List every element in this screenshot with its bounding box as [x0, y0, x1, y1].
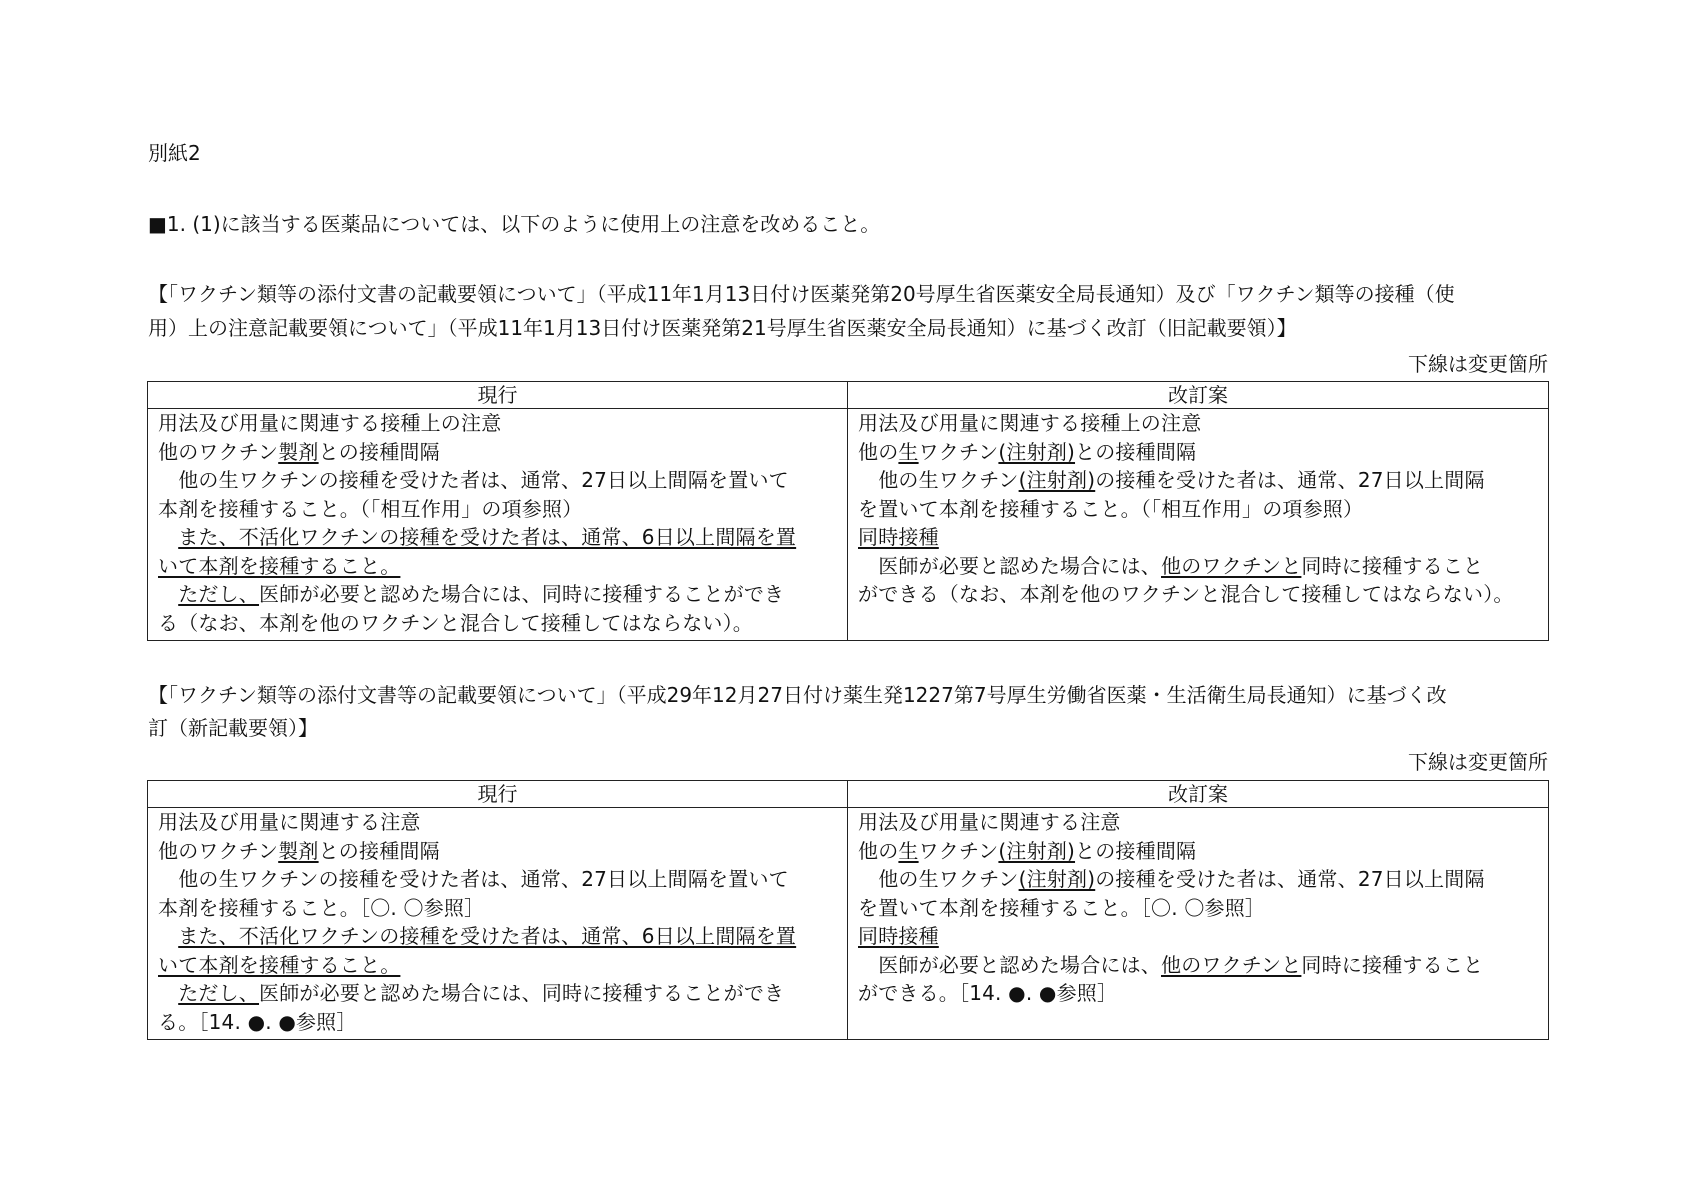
text-line: [858, 438, 1538, 467]
changed-text: また、不活化ワクチンの接種を受けた者は、通常、6日以上間隔を置: [178, 525, 797, 549]
changed-text: いて本剤を接種すること。: [158, 553, 401, 578]
table-header-row: [148, 781, 1549, 808]
current-text-cell: [148, 409, 848, 641]
text-line: [158, 922, 837, 951]
text-line: [158, 951, 837, 980]
text-run: を置いて本剤を接種すること。［〇. 〇参照］: [858, 895, 1266, 920]
text-run: 本剤を接種すること。［〇. 〇参照］: [158, 895, 485, 920]
column-header-revised: 改訂案: [848, 382, 1549, 409]
text-line: [158, 466, 837, 495]
text-line: [858, 409, 1538, 438]
text-run: [158, 924, 178, 948]
text-line: [158, 1008, 837, 1037]
text-run: を置いて本剤を接種すること。（「相互作用」の項参照）: [858, 496, 1364, 521]
text-line: [858, 922, 1538, 951]
text-line: [858, 580, 1538, 609]
text-run: との接種間隔: [318, 439, 440, 464]
changed-text: 他のワクチンと: [1161, 952, 1302, 977]
text-run: ワクチン: [918, 838, 999, 863]
changed-text: ただし、: [178, 981, 260, 1005]
text-run: 他の: [858, 838, 899, 863]
section2-heading-line1: 【「ワクチン類等の添付文書等の記載要領について」（平成29年12月27日付け薬生発1227第7号厚生労働省医薬・生活衛生局長通知）に基づく改: [148, 683, 1447, 707]
text-run: 他のワクチン: [158, 439, 279, 464]
changed-text: (注射剤): [998, 439, 1076, 464]
revised-text-block: [858, 808, 1538, 1008]
intro-text: ■1. (1)に該当する医薬品については、以下のように使用上の注意を改めること。: [148, 212, 881, 236]
section2-heading-line2: 訂（新記載要領）】: [148, 716, 318, 740]
changed-text: 製剤: [278, 838, 319, 863]
attachment-label: 別紙2: [148, 141, 201, 165]
section1-heading-line1: 【「ワクチン類等の添付文書の記載要領について」（平成11年1月13日付け医薬発第20号厚生省医薬安全局長通知）及び「ワクチン類等の接種（使: [148, 282, 1455, 306]
text-line: [158, 580, 837, 609]
text-line: [158, 438, 837, 467]
text-line: [158, 979, 837, 1008]
text-run: 用法及び用量に関連する接種上の注意: [858, 411, 1202, 435]
changed-text: いて本剤を接種すること。: [158, 952, 401, 977]
changed-text: 生: [898, 439, 919, 464]
column-header-revised: 改訂案: [848, 781, 1549, 808]
changed-text: 生: [898, 838, 919, 863]
text-line: [858, 808, 1538, 837]
table-header-row: [148, 382, 1549, 409]
text-run: 本剤を接種すること。（「相互作用」の項参照）: [158, 496, 583, 521]
text-line: [858, 495, 1538, 524]
section2-underline-note: 下線は変更箇所: [1408, 750, 1548, 774]
text-line: [858, 979, 1538, 1008]
text-run: [158, 981, 178, 1005]
text-run: 他の: [858, 439, 899, 464]
section1-heading-line2: 用）上の注意記載要領について」（平成11年1月13日付け医薬発第21号厚生省医薬安全局長通知）に基づく改訂（旧記載要領）】: [148, 316, 1297, 340]
current-text-block: [158, 808, 837, 1036]
changed-text: ただし、: [178, 582, 260, 606]
text-run: との接種間隔: [1075, 838, 1197, 863]
revised-text-cell: [848, 808, 1549, 1040]
section2-comparison-table: [147, 780, 1549, 1040]
text-run: る。［14. ●. ●参照］: [158, 1009, 357, 1034]
text-line: [858, 552, 1538, 581]
current-text-cell: [148, 808, 848, 1040]
changed-text: 同時接種: [858, 525, 939, 549]
changed-text: また、不活化ワクチンの接種を受けた者は、通常、6日以上間隔を置: [178, 924, 797, 948]
text-line: [158, 552, 837, 581]
section1-underline-note: 下線は変更箇所: [1408, 352, 1548, 376]
text-run: 他の生ワクチンの接種を受けた者は、通常、27日以上間隔を置いて: [158, 867, 789, 891]
text-line: [858, 865, 1538, 894]
text-run: 他の生ワクチン: [858, 468, 1019, 492]
text-line: [158, 894, 837, 923]
text-run: との接種間隔: [318, 838, 440, 863]
text-line: [158, 865, 837, 894]
text-run: 同時に接種すること: [1301, 553, 1484, 578]
changed-text: 同時接種: [858, 924, 939, 948]
text-run: 医師が必要と認めた場合には、: [858, 553, 1161, 578]
text-run: の接種を受けた者は、通常、27日以上間隔: [1095, 468, 1485, 492]
text-line: [158, 523, 837, 552]
column-header-current: 現行: [148, 781, 848, 808]
changed-text: (注射剤): [1018, 867, 1096, 891]
revised-text-cell: [848, 409, 1549, 641]
text-run: 医師が必要と認めた場合には、同時に接種することができ: [259, 582, 785, 606]
text-line: [158, 495, 837, 524]
text-line: [858, 837, 1538, 866]
changed-text: (注射剤): [1018, 468, 1096, 492]
text-run: ができる。［14. ●. ●参照］: [858, 981, 1118, 1005]
text-line: [858, 466, 1538, 495]
text-run: る（なお、本剤を他のワクチンと混合して接種してはならない）。: [158, 610, 753, 635]
changed-text: (注射剤): [998, 838, 1076, 863]
text-run: 医師が必要と認めた場合には、: [858, 952, 1161, 977]
text-run: 用法及び用量に関連する注意: [158, 810, 421, 834]
text-run: ができる（なお、本剤を他のワクチンと混合して接種してはならない）。: [858, 582, 1514, 606]
table-row: [148, 808, 1549, 1040]
changed-text: 製剤: [278, 439, 319, 464]
text-run: 他の生ワクチンの接種を受けた者は、通常、27日以上間隔を置いて: [158, 468, 789, 492]
text-run: との接種間隔: [1075, 439, 1197, 464]
section1-comparison-table: [147, 381, 1549, 641]
column-header-current: 現行: [148, 382, 848, 409]
text-run: 用法及び用量に関連する注意: [858, 810, 1121, 834]
text-run: 同時に接種すること: [1301, 952, 1484, 977]
text-run: [158, 525, 178, 549]
changed-text: 他のワクチンと: [1161, 553, 1302, 578]
text-run: 他のワクチン: [158, 838, 279, 863]
text-line: [858, 951, 1538, 980]
revised-text-block: [858, 409, 1538, 609]
text-line: [158, 808, 837, 837]
text-line: [158, 609, 837, 638]
text-line: [158, 837, 837, 866]
text-line: [158, 409, 837, 438]
text-run: 他の生ワクチン: [858, 867, 1019, 891]
current-text-block: [158, 409, 837, 637]
text-run: 医師が必要と認めた場合には、同時に接種することができ: [259, 981, 785, 1005]
text-run: [158, 582, 178, 606]
table-row: [148, 409, 1549, 641]
text-line: [858, 894, 1538, 923]
text-run: の接種を受けた者は、通常、27日以上間隔: [1095, 867, 1485, 891]
text-run: 用法及び用量に関連する接種上の注意: [158, 411, 502, 435]
text-line: [858, 523, 1538, 552]
text-run: ワクチン: [918, 439, 999, 464]
